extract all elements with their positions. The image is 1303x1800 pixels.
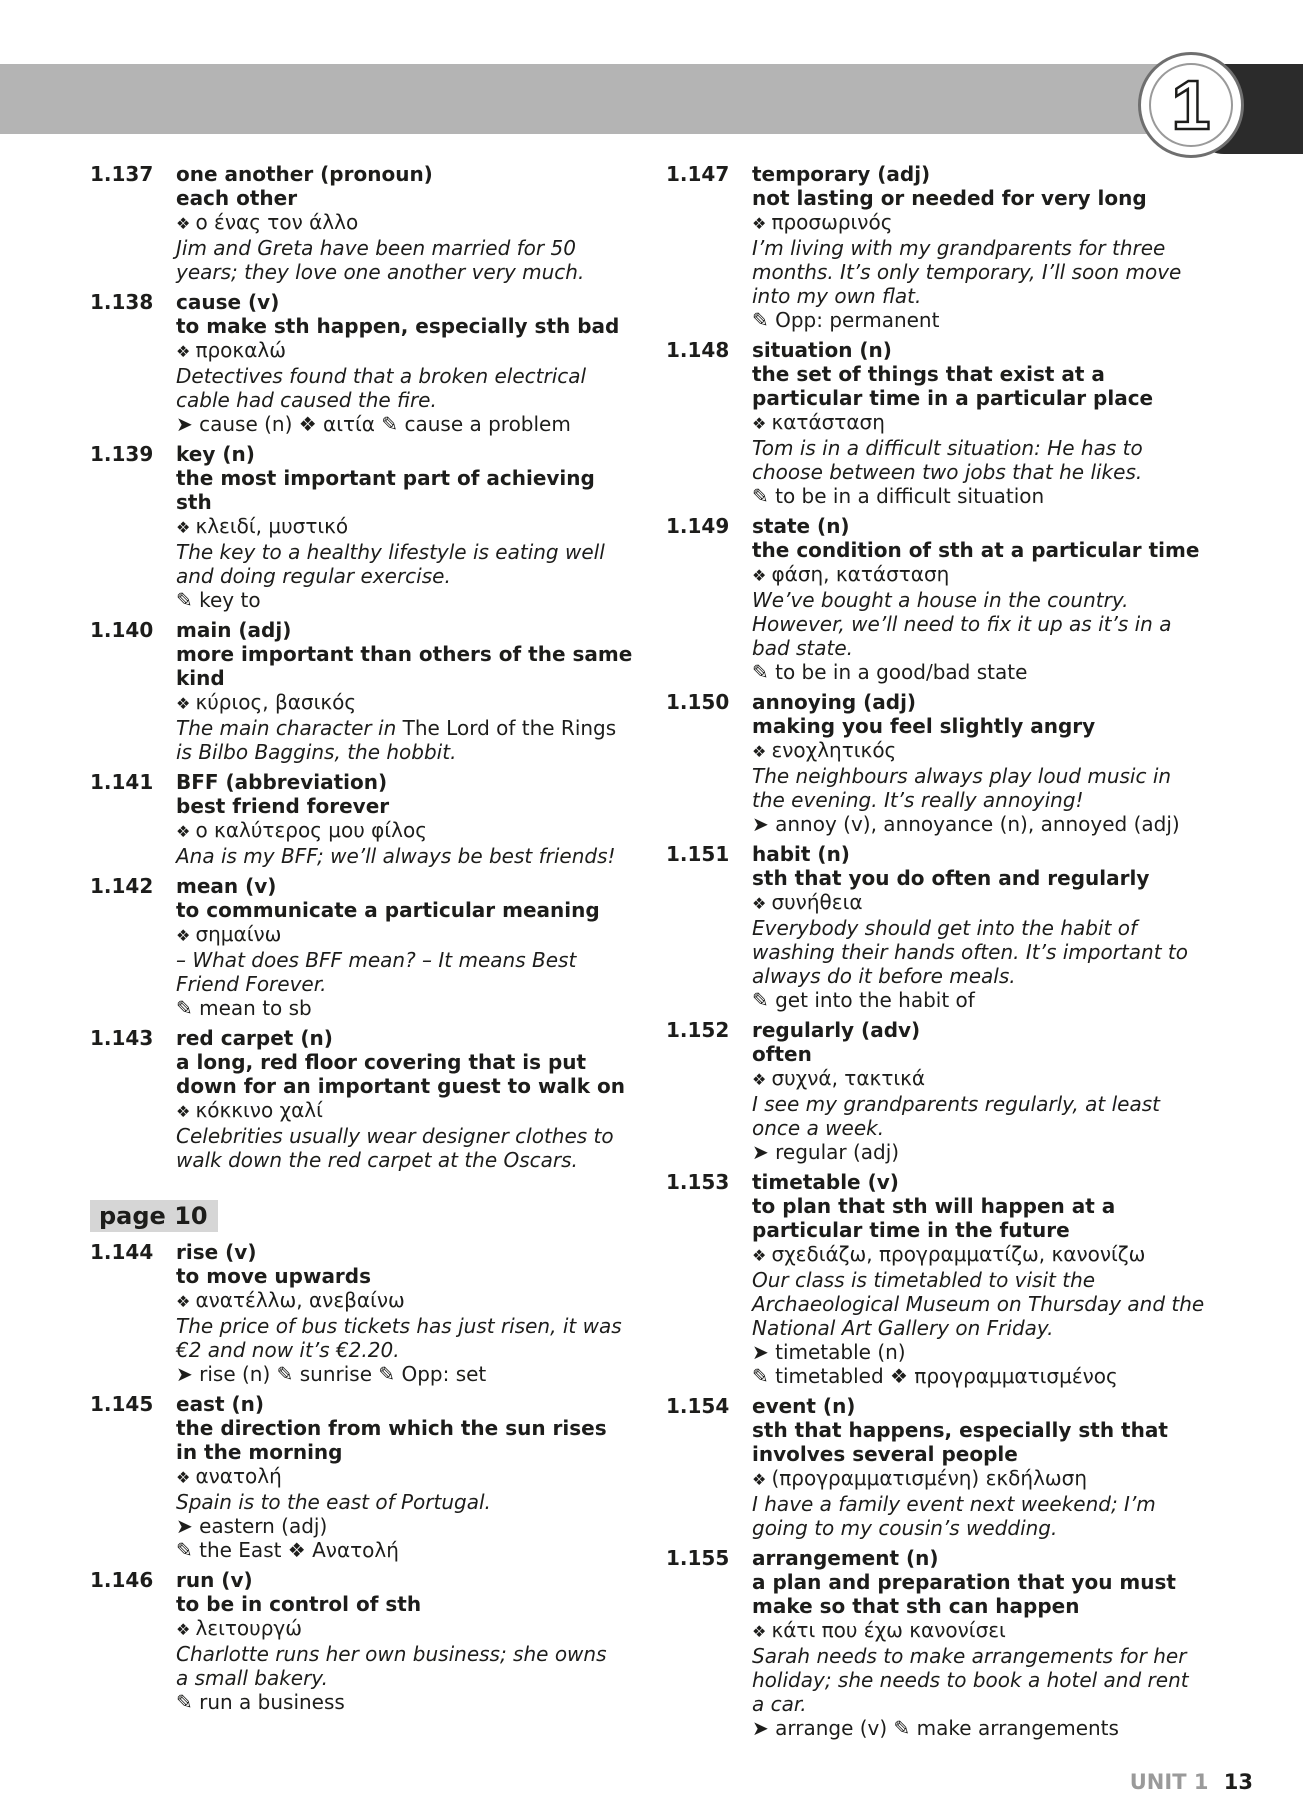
example-line: holiday; she needs to book a hotel and rent [752,1668,1189,1692]
entry-body [176,1240,650,1386]
example-line [176,716,650,740]
greek-text: κάτι που έχω κανονίσει [771,1618,1006,1642]
translation-icon: ❖ [752,742,772,761]
greek-translation [176,514,650,540]
greek-text: κόκκινο χαλί [195,1098,323,1122]
example-line: choose between two jobs that he likes. [752,460,1143,484]
example-line: The price of bus tickets has just risen, it was [176,1314,622,1338]
related-note: ✎ Opp: permanent [752,308,940,332]
greek-text: ενοχλητικός [771,738,897,762]
vocab-entry [90,442,650,612]
definition-line: the condition of sth at a particular time [752,538,1200,562]
translation-icon: ❖ [752,1470,772,1489]
greek-translation [752,1242,1226,1268]
right-column [666,162,1226,1746]
greek-text: ο ένας τον άλλο [195,210,359,234]
entry-number: 1.143 [90,1026,154,1050]
entry-number: 1.148 [666,338,730,362]
entry-number: 1.145 [90,1392,154,1416]
example-line: Tom is in a difficult situation: He has to [752,436,1143,460]
example-line: a small bakery. [176,1666,328,1690]
example-line: bad state. [752,636,854,660]
definition-line: sth that you do often and regularly [752,866,1150,890]
unit-number: 1 [1149,63,1233,147]
definition-line: down for an important guest to walk on [176,1074,626,1098]
greek-translation [176,1616,650,1642]
greek-text: λειτουργώ [195,1616,302,1640]
greek-translation [176,690,650,716]
vocab-entry [666,1170,1226,1388]
greek-text: σχεδιάζω, προγραμματίζω, κανονίζω [771,1242,1146,1266]
example-line: We’ve bought a house in the country. [752,588,1129,612]
entry-number: 1.139 [90,442,154,466]
example-line: Celebrities usually wear designer clothes to [176,1124,614,1148]
translation-icon: ❖ [176,518,196,537]
related-note: ➤ rise (n) ✎ sunrise ✎ Opp: set [176,1362,487,1386]
definition-line: each other [176,186,298,210]
example-line: Ana is my BFF; we’ll always be best friends! [176,844,616,868]
entry-body [752,842,1226,1012]
vocab-entry [666,1394,1226,1540]
entry-body [176,162,650,284]
definition-line: a long, red floor covering that is put [176,1050,587,1074]
definition-line: to plan that sth will happen at a [752,1194,1116,1218]
definition-line: to make sth happen, especially sth bad [176,314,620,338]
greek-text: προσωρινός [771,210,893,234]
definition-line: best friend forever [176,794,390,818]
example-line: Everybody should get into the habit of [752,916,1137,940]
example-line: the evening. It’s really annoying! [752,788,1084,812]
example-line: Sarah needs to make arrangements for her [752,1644,1187,1668]
greek-translation [752,1618,1226,1644]
translation-icon: ❖ [752,566,772,585]
example-line: Charlotte runs her own business; she owns [176,1642,607,1666]
page-number: 13 [1223,1770,1253,1794]
example-line: Spain is to the east of Portugal. [176,1490,491,1514]
greek-translation [176,1288,650,1314]
greek-translation [176,1098,650,1124]
headword: habit (n) [752,842,850,866]
entry-number: 1.150 [666,690,730,714]
vocab-entry [90,770,650,868]
vocab-entry [666,690,1226,836]
related-note: ✎ timetabled ❖ προγραμματισμένος [752,1364,1118,1388]
vocab-entry [666,514,1226,684]
headword: rise (v) [176,1240,257,1264]
example-line: I’m living with my grandparents for three [752,236,1166,260]
example-line: I see my grandparents regularly, at least [752,1092,1160,1116]
vocab-entry [666,1546,1226,1740]
related-note: ✎ get into the habit of [752,988,975,1012]
vocab-entry [666,338,1226,508]
page-tag: page 10 [90,1200,218,1232]
translation-icon: ❖ [176,1292,196,1311]
headword: mean (v) [176,874,277,898]
entry-body [752,1546,1226,1740]
translation-icon: ❖ [752,214,772,233]
entry-body [752,162,1226,332]
entry-body [752,690,1226,836]
related-note: ➤ arrange (v) ✎ make arrangements [752,1716,1119,1740]
entry-number: 1.138 [90,290,154,314]
definition-line: to be in control of sth [176,1592,422,1616]
entry-body [176,618,650,764]
related-note: ➤ regular (adj) [752,1140,900,1164]
example-line: is Bilbo Baggins, the hobbit. [176,740,457,764]
vocab-entry [90,1240,650,1386]
example-line: always do it before meals. [752,964,1016,988]
translation-icon: ❖ [752,1622,772,1641]
title-text: The Lord of the Rings [402,716,617,740]
entry-number: 1.147 [666,162,730,186]
example-line: going to my cousin’s wedding. [752,1516,1058,1540]
greek-translation [752,890,1226,916]
definition-line: a plan and preparation that you must [752,1570,1176,1594]
definition-line: particular time in the future [752,1218,1070,1242]
entry-number: 1.144 [90,1240,154,1264]
example-line: walk down the red carpet at the Oscars. [176,1148,578,1172]
greek-text: (προγραμματισμένη) εκδήλωση [771,1466,1088,1490]
headword: annoying (adj) [752,690,917,714]
greek-text: ανατέλλω, ανεβαίνω [195,1288,405,1312]
headword: temporary (adj) [752,162,931,186]
vocab-entry [90,1568,650,1714]
example-line: washing their hands often. It’s important to [752,940,1188,964]
example-line: The neighbours always play loud music in [752,764,1172,788]
entry-number: 1.137 [90,162,154,186]
translation-icon: ❖ [176,822,196,841]
entry-body [752,1394,1226,1540]
unit-badge [1138,52,1244,158]
translation-icon: ❖ [752,414,772,433]
greek-text: ανατολή [195,1464,282,1488]
related-note: ➤ cause (n) ❖ αιτία ✎ cause a problem [176,412,571,436]
example-line: cable had caused the fire. [176,388,437,412]
page-footer [1130,1770,1253,1794]
translation-icon: ❖ [176,694,196,713]
entry-number: 1.142 [90,874,154,898]
entry-number: 1.155 [666,1546,730,1570]
example-text: The main character in [176,716,403,740]
definition-line: make so that sth can happen [752,1594,1080,1618]
translation-icon: ❖ [752,1070,772,1089]
entry-number: 1.154 [666,1394,730,1418]
vocab-entry [90,1026,650,1172]
vocab-entry [90,618,650,764]
headword: situation (n) [752,338,892,362]
vocab-entry [666,162,1226,332]
headword: one another (pronoun) [176,162,433,186]
definition-line: sth that happens, especially sth that [752,1418,1168,1442]
greek-text: φάση, κατάσταση [771,562,950,586]
greek-text: κύριος, βασικός [195,690,357,714]
example-line: – What does BFF mean? – It means Best [176,948,577,972]
related-note: ✎ to be in a good/bad state [752,660,1028,684]
definition-line: often [752,1042,812,1066]
definition-line: to move upwards [176,1264,372,1288]
headword: BFF (abbreviation) [176,770,388,794]
vocab-entry [90,162,650,284]
entry-number: 1.151 [666,842,730,866]
greek-text: συχνά, τακτικά [771,1066,926,1090]
entry-body [176,770,650,868]
example-line: years; they love one another very much. [176,260,585,284]
translation-icon: ❖ [752,1246,772,1265]
entry-body [752,1018,1226,1164]
vocab-entry [90,290,650,436]
related-note: ➤ timetable (n) [752,1340,906,1364]
entry-body [752,514,1226,684]
greek-translation [176,818,650,844]
example-line: However, we’ll need to fix it up as it’s in a [752,612,1172,636]
entry-number: 1.141 [90,770,154,794]
translation-icon: ❖ [176,926,196,945]
translation-icon: ❖ [752,894,772,913]
entry-number: 1.149 [666,514,730,538]
related-note: ➤ annoy (v), annoyance (n), annoyed (adj) [752,812,1180,836]
definition-line: in the morning [176,1440,343,1464]
related-note: ✎ run a business [176,1690,345,1714]
translation-icon: ❖ [176,1102,196,1121]
definition-line: involves several people [752,1442,1018,1466]
entry-body [176,1026,650,1172]
vocab-entry [666,1018,1226,1164]
greek-translation [176,210,650,236]
greek-translation [752,562,1226,588]
greek-translation [752,210,1226,236]
headword: main (adj) [176,618,292,642]
unit-label: UNIT 1 [1129,1770,1209,1794]
related-note: ✎ the East ❖ Ανατολή [176,1538,399,1562]
example-line: The key to a healthy lifestyle is eating well [176,540,605,564]
headword: arrangement (n) [752,1546,939,1570]
related-note: ➤ eastern (adj) [176,1514,328,1538]
headword: key (n) [176,442,255,466]
entry-number: 1.153 [666,1170,730,1194]
example-line: Archaeological Museum on Thursday and the [752,1292,1205,1316]
entry-body [752,338,1226,508]
greek-text: κλειδί, μυστικό [195,514,349,538]
entry-body [752,1170,1226,1388]
entry-number: 1.140 [90,618,154,642]
vocab-entry [666,842,1226,1012]
example-line: National Art Gallery on Friday. [752,1316,1054,1340]
headword: state (n) [752,514,850,538]
greek-translation [176,338,650,364]
headword: red carpet (n) [176,1026,333,1050]
definition-line: particular time in a particular place [752,386,1154,410]
entry-body [176,290,650,436]
headword: regularly (adv) [752,1018,921,1042]
headword: event (n) [752,1394,856,1418]
greek-text: σημαίνω [195,922,282,946]
left-column [90,162,650,1720]
greek-translation [752,738,1226,764]
headword: timetable (v) [752,1170,899,1194]
definition-line: to communicate a particular meaning [176,898,600,922]
related-note: ✎ to be in a difficult situation [752,484,1045,508]
entry-number: 1.152 [666,1018,730,1042]
definition-line: the direction from which the sun rises [176,1416,607,1440]
translation-icon: ❖ [176,1468,196,1487]
example-line: into my own flat. [752,284,922,308]
greek-text: ο καλύτερος μου φίλος [195,818,427,842]
translation-icon: ❖ [176,214,196,233]
related-note: ✎ key to [176,588,261,612]
definition-line: the most important part of achieving [176,466,595,490]
example-line: months. It’s only temporary, I’ll soon move [752,260,1182,284]
vocab-entry [90,874,650,1020]
translation-icon: ❖ [176,342,196,361]
example-line: Friend Forever. [176,972,327,996]
example-line: Jim and Greta have been married for 50 [176,236,576,260]
greek-translation [752,1466,1226,1492]
example-line: a car. [752,1692,807,1716]
translation-icon: ❖ [176,1620,196,1639]
definition-line: sth [176,490,212,514]
example-line: I have a family event next weekend; I’m [752,1492,1156,1516]
headword: east (n) [176,1392,265,1416]
greek-text: προκαλώ [195,338,286,362]
vocab-entry [90,1392,650,1562]
entry-body [176,1568,650,1714]
entry-body [176,1392,650,1562]
header-bar [0,64,1180,134]
example-line: €2 and now it’s €2.20. [176,1338,400,1362]
example-line: Our class is timetabled to visit the [752,1268,1096,1292]
greek-translation [752,410,1226,436]
greek-translation [176,922,650,948]
example-line: and doing regular exercise. [176,564,451,588]
entry-body [176,442,650,612]
greek-text: συνήθεια [771,890,863,914]
headword: run (v) [176,1568,253,1592]
entry-number: 1.146 [90,1568,154,1592]
example-line: Detectives found that a broken electrical [176,364,587,388]
greek-translation [176,1464,650,1490]
headword: cause (v) [176,290,280,314]
related-note: ✎ mean to sb [176,996,312,1020]
entry-body [176,874,650,1020]
example-line: once a week. [752,1116,885,1140]
definition-line: making you feel slightly angry [752,714,1096,738]
definition-line: kind [176,666,225,690]
definition-line: more important than others of the same [176,642,633,666]
greek-text: κατάσταση [771,410,885,434]
definition-line: the set of things that exist at a [752,362,1105,386]
greek-translation [752,1066,1226,1092]
definition-line: not lasting or needed for very long [752,186,1147,210]
